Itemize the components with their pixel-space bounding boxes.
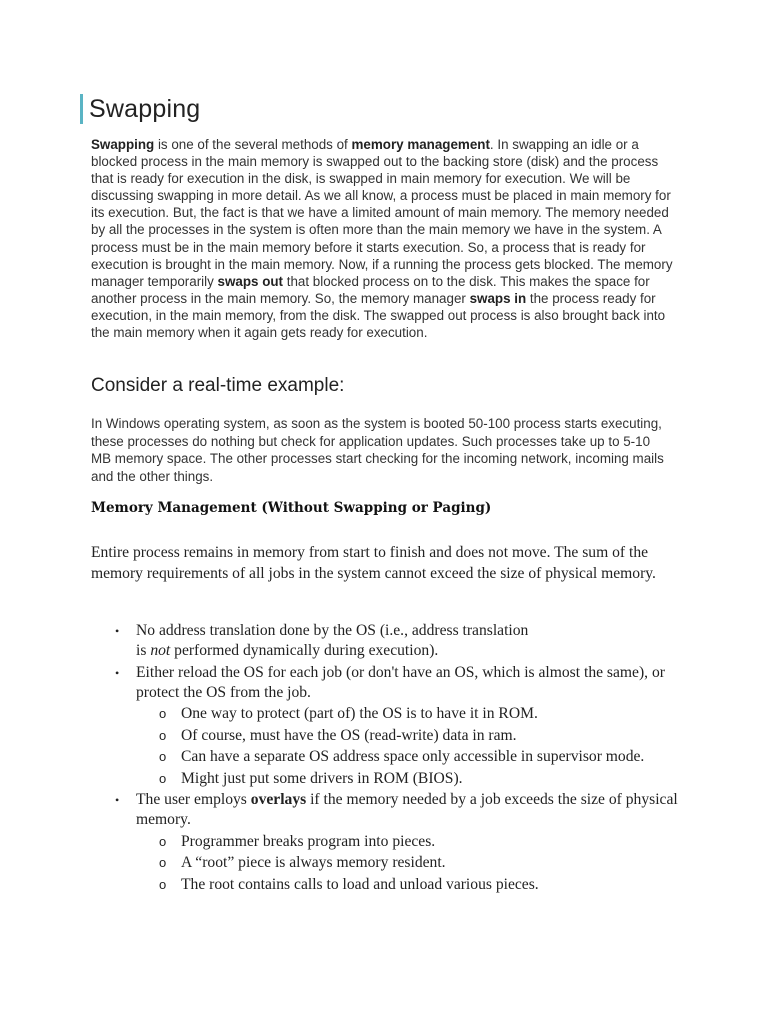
bold-term-overlays: overlays — [250, 791, 307, 808]
emphasis-not: not — [150, 642, 171, 659]
list-item — [91, 621, 691, 661]
list-item-text: if the memory needed by a job exceeds the size of physical memory. — [136, 791, 678, 828]
intro-text-2: . In swapping an idle or a blocked process in the main memory is swapped out to the backing store (disk) and the process that is ready for execution in the disk, is swapped in main memory for execution. We will be discussing swapping in more detail. As we all know, a process must be placed in main memory for its execution. But, the fact is that we have a limited amount of main memory. The memory needed by all the processes in the system is often more than the main memory we have in the system. A process must be in the main memory before it starts execution. So, a process that is ready for execution is brought in the main memory. Now, if a running the process gets blocked. The memory manager temporarily — [91, 137, 673, 289]
sub-bullet-icon: o — [159, 727, 167, 743]
intro-text-4: the process ready for execution, in the main memory, from the disk. The swapped out process is also brought back into the main memory when it again gets ready for execution. — [91, 290, 666, 341]
bullet-list — [91, 621, 691, 896]
sub-list-item — [91, 875, 691, 895]
intro-text-3: that blocked process on to the disk. This makes the space for another process in the main memory. So, the memory manager — [91, 273, 650, 306]
page-title: Swapping — [89, 94, 201, 123]
sub-bullet-icon: o — [159, 706, 167, 721]
sub-bullet-icon: o — [159, 855, 167, 870]
sub-list-item — [91, 853, 691, 873]
example-paragraph: In Windows operating system, as soon as the system is booted 50-100 process starts executing, these processes do nothing but check for application updates. Such processes take up to 5-10 MB memory space. The other processes start checking for the incoming network, incoming mails and the other things. — [91, 416, 664, 484]
intro-text-1: is one of the several methods of — [154, 137, 352, 152]
sub-list-item-text: The root contains calls to load and unload various pieces. — [181, 875, 539, 893]
example-heading: Consider a real-time example: — [91, 375, 345, 396]
sub-bullet-icon: o — [159, 770, 167, 786]
sub-bullet-icon: o — [159, 833, 167, 849]
list-item-text: No address translation done by the OS (i.e., address translation — [136, 622, 529, 639]
sub-list-item — [91, 769, 691, 789]
memory-management-heading: Memory Management (Without Swapping or Paging) — [91, 500, 492, 516]
sub-list-item-text: Can have a separate OS address space only accessible in supervisor mode. — [181, 748, 645, 765]
bullet-icon: • — [115, 665, 120, 680]
list-item-text: Either reload the OS for each job (or don't have an OS, which is almost the same), or protect the OS from the job. — [136, 663, 665, 701]
sub-list-item — [91, 704, 691, 724]
title-accent-bar — [80, 94, 83, 124]
sub-list-item — [91, 747, 691, 767]
sub-list-item-text: One way to protect (part of) the OS is to have it in ROM. — [181, 705, 538, 722]
bold-term-swaps-in: swaps in — [469, 290, 527, 306]
bold-term-swaps-out: swaps out — [217, 273, 284, 289]
sub-list-item-text: A “root” piece is always memory resident. — [181, 854, 446, 871]
bold-term-swapping: Swapping — [91, 137, 155, 152]
sub-list-item-text: Programmer breaks program into pieces. — [181, 832, 436, 850]
list-item-text: performed dynamically during execution). — [170, 642, 439, 659]
sub-list-item — [91, 832, 691, 852]
memory-management-paragraph: Entire process remains in memory from start to finish and does not move. The sum of the memory requirements of all jobs in the system cannot exceed the size of physical memory. — [91, 544, 656, 583]
bold-term-memory-management: memory management — [351, 137, 490, 152]
list-item — [91, 663, 691, 703]
sub-list-item-text: Might just put some drivers in ROM (BIOS). — [181, 769, 463, 787]
list-item-text: The user employs — [136, 791, 251, 808]
list-item — [91, 790, 691, 830]
sub-bullet-icon: o — [159, 876, 167, 892]
bullet-icon: • — [115, 793, 120, 807]
title-block — [80, 92, 200, 126]
sub-list-item — [91, 726, 691, 746]
bullet-icon: • — [115, 624, 120, 638]
intro-paragraph — [91, 136, 683, 341]
sub-bullet-icon: o — [159, 749, 167, 764]
list-item-text: is — [136, 642, 151, 659]
sub-list-item-text: Of course, must have the OS (read-write) data in ram. — [181, 726, 517, 744]
